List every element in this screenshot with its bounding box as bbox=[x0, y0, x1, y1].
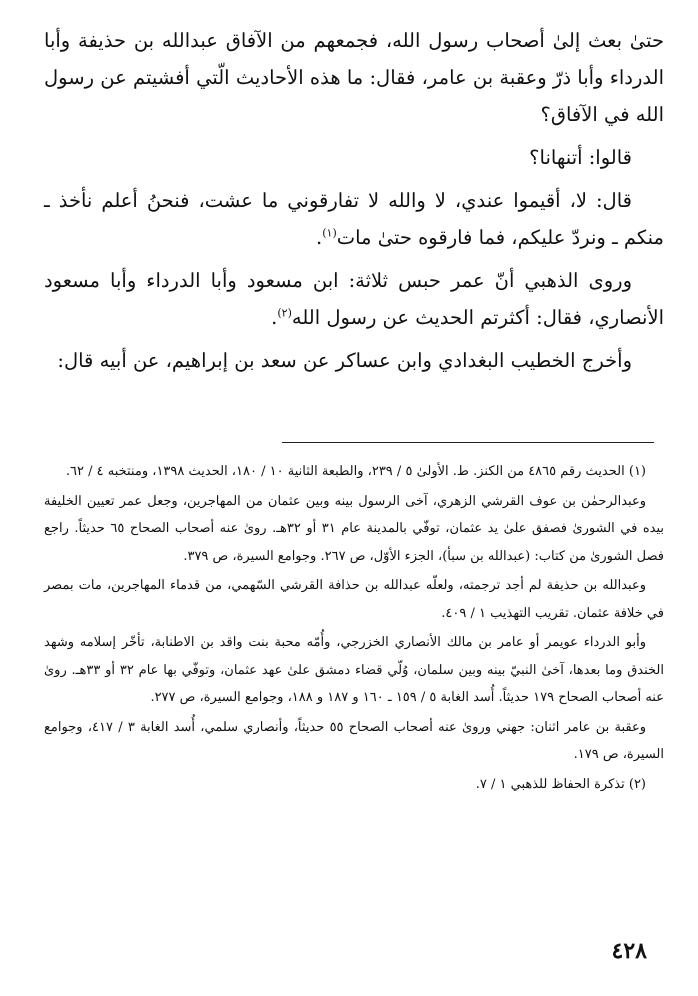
paragraph-1: حتىٰ بعث إلىٰ أصحاب رسول الله، فجمعهم من الآفاق عبدالله بن حذيفة وأبا الدرداء وأبا ذرّ وعقبة بن عامر، فقال: ما هذه الأحاديث الّتي أفشيتم عن رسول الله في الآفاق؟ bbox=[44, 29, 664, 126]
footnote-note-abdullah: وعبدالله بن حذيفة لم أجد ترجمته، ولعلّه عبدالله بن حذافة القرشي السّهمي، من قدماء المهاجرين، مات بمصر في خلافة عثمان. تقريب التهذيب ١ / ٤٠٩. bbox=[44, 578, 664, 621]
footnote-1: (١) الحديث رقم ٤٨٦٥ من الكنز. ط. الأولىٰ ٥ / ٢٣٩، والطبعة الثانية ١٠ / ١٨٠، الحديث ١٣٩٨، ومنتخبه ٤ / ٦٢. bbox=[65, 464, 646, 479]
main-text bbox=[44, 22, 664, 385]
footnote-note-abu-darda: وأبو الدرداء عويمر أو عامر بن مالك الأنصاري الخزرجي، وأُمّه محبة بنت واقد بن الاطنابة، تأخّر إسلامه وشهد الخندق وما بعدها، آخىٰ النبيّ بينه وبين سلمان، وُلّي قضاء دمشق علىٰ عهد عثمان، وتوفّي بها عام ٣٢ أو ٣٣هـ. روىٰ عنه أصحاب الصحاح ١٧٩ حديثاً. أُسد الغابة ٥ / ١٥٩ ـ ١٦٠ و ١٨٧ و ١٨٨، وجوامع السيرة، ص ٢٧٧. bbox=[44, 635, 664, 705]
paragraph-2: قالوا: أتنهانا؟ bbox=[529, 146, 632, 169]
paragraph-5: وأخرج الخطيب البغدادي وابن عساكر عن سعد بن إبراهيم، عن أبيه قال: bbox=[57, 349, 632, 372]
page-number: ٤٢٨ bbox=[611, 938, 647, 964]
footnote-ref-2[interactable]: (٢) bbox=[277, 306, 292, 320]
footnote-separator bbox=[282, 442, 654, 443]
paragraph-4-text: وروى الذهبي أنّ عمر حبس ثلاثة: ابن مسعود وأبا الدرداء وأبا مسعود الأنصاري، فقال: أكثرتم الحديث عن رسول الله bbox=[44, 269, 664, 329]
paragraph-3-end: . bbox=[316, 226, 323, 249]
footnote-note-uqba: وعقبة بن عامر اثنان: جهني وروىٰ عنه أصحاب الصحاح ٥٥ حديثاً، وأنصاري سلمي، أُسد الغابة ٣ / ٤١٧، وجوامع السيرة، ص ١٧٩. bbox=[44, 719, 664, 762]
footnote-2: (٢) تذكرة الحفاظ للذهبي ١ / ٧. bbox=[475, 776, 646, 792]
footnote-ref-1[interactable]: (١) bbox=[322, 226, 337, 240]
paragraph-3-text: قال: لا، أقيموا عندي، لا والله لا تفارقوني ما عشت، فنحنُ أعلم نأخذ ـ منكم ـ ونردّ عليكم، فما فارقوه حتىٰ مات bbox=[44, 189, 664, 249]
footnote-note-abdulrahman: وعبدالرحمٰن بن عوف القرشي الزهري، آخى الرسول بينه وبين عثمان من المهاجرين، وجعل عمر تعيين الخليفة بيده في الشورىٰ فصفق علىٰ يد عثمان، توفّي بالمدينة عام ٣١ أو ٣٢هـ. روىٰ عنه أصحاب الصحاح ٦٥ حديثاً. راجع فصل الشورىٰ من كتاب: (عبدالله بن سبأ)، الجزء الأوّل، ص ٢٦٧. وجوامع السيرة، ص ٣٧٩. bbox=[44, 493, 665, 564]
paragraph-4-end: . bbox=[271, 306, 278, 329]
footnotes bbox=[44, 458, 664, 800]
paragraph-4 bbox=[44, 262, 664, 336]
paragraph-3 bbox=[44, 182, 664, 256]
